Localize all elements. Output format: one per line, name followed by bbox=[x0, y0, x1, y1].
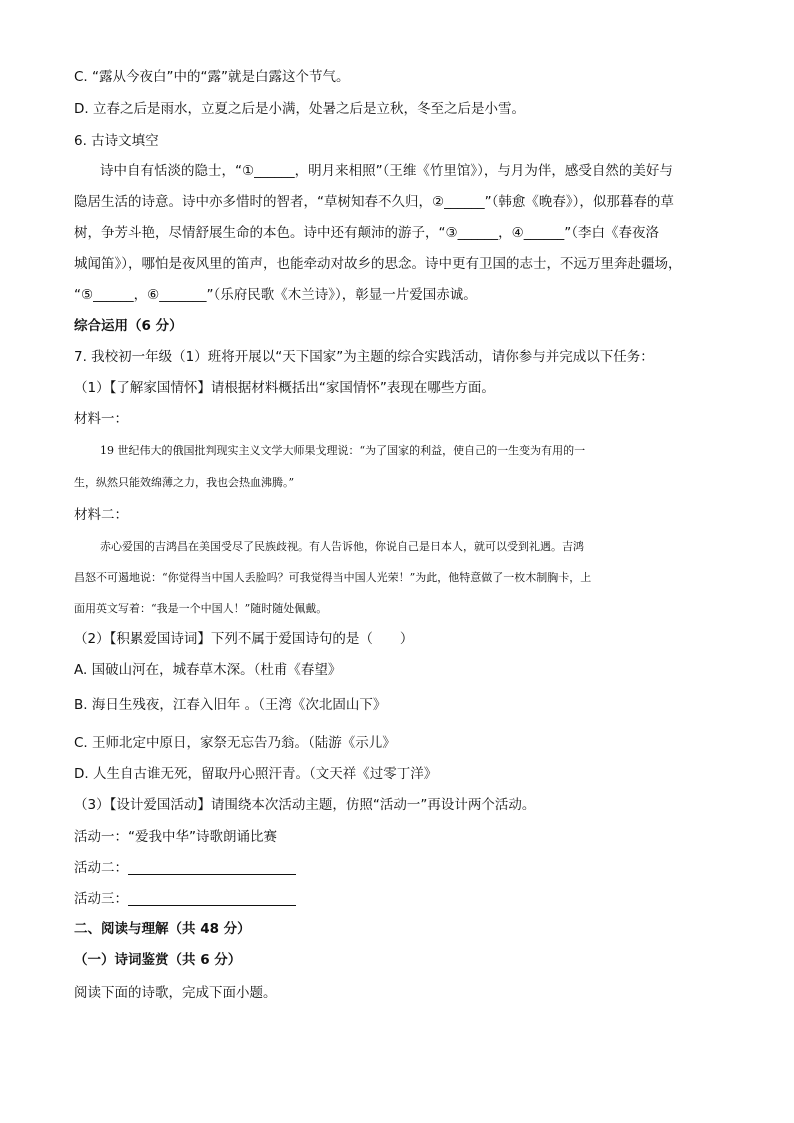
q7-task1: （1）【了解家国情怀】请根据材料概括出“家国情怀”表现在哪些方面。 bbox=[74, 380, 495, 396]
choice-option-c: C. 王师北定中原日，家祭无忘告乃翁。（陆游《示儿》 bbox=[74, 735, 396, 751]
material1-text: 19 世纪伟大的俄国批判现实主义文学大师果戈理说：“为了国家的利益，使自己的一生变为有用的一 bbox=[100, 444, 586, 457]
choice-option-d: D. 人生自古谁无死，留取丹心照汗青。（文天祥《过零丁洋》 bbox=[74, 766, 438, 782]
reading-prompt: 阅读下面的诗歌，完成下面小题。 bbox=[74, 985, 277, 1001]
material2-text: 面用英文写着：“我是一个中国人！”随时随处佩戴。 bbox=[74, 602, 328, 615]
choice-option-a: A. 国破山河在，城春草木深。（杜甫《春望》 bbox=[74, 662, 342, 678]
material2-label: 材料二： bbox=[74, 507, 128, 523]
q7-intro: 7. 我校初一年级（1）班将开展以“天下国家”为主题的综合实践活动，请你参与并完成以下任务： bbox=[74, 349, 654, 365]
q5-option-d: D. 立春之后是雨水，立夏之后是小满，处暑之后是立秋，冬至之后是小雪。 bbox=[74, 101, 525, 117]
material1-label: 材料一： bbox=[74, 411, 128, 427]
q6-passage-line: 隐居生活的诗意。诗中亦多惜时的智者，“草树知春不久归，②______”（韩愈《晚春》），似那暮春的草 bbox=[74, 194, 674, 210]
q6-title: 6. 古诗文填空 bbox=[74, 133, 159, 149]
subsection-heading: （一）诗词鉴赏（共 6 分） bbox=[74, 952, 242, 968]
q7-task3: （3）【设计爱国活动】请围绕本次活动主题，仿照“活动一”再设计两个活动。 bbox=[74, 797, 536, 813]
activity-3-label: 活动三： bbox=[74, 891, 128, 907]
activity-3-blank[interactable] bbox=[128, 890, 296, 906]
material1-text: 生，纵然只能效绵薄之力，我也会热血沸腾。” bbox=[74, 476, 295, 489]
q6-passage-line: 树，争芳斗艳，尽情舒展生命的本色。诗中还有颠沛的游子，“③______，④______”（李白《春夜洛 bbox=[74, 225, 659, 241]
activity-3 bbox=[74, 889, 296, 909]
activity-2-blank[interactable] bbox=[128, 859, 296, 875]
activity-2 bbox=[74, 858, 296, 878]
q6-passage-line: 诗中自有恬淡的隐士，“①______，明月来相照”（王维《竹里馆》），与月为伴，感受自然的美好与 bbox=[100, 163, 673, 179]
material2-text: 赤心爱国的吉鸿昌在美国受尽了民族歧视。有人告诉他，你说自己是日本人，就可以受到礼遇。吉鸿 bbox=[100, 540, 584, 553]
q6-passage-line: 城闻笛》），哪怕是夜风里的笛声，也能牵动对故乡的思念。诗中更有卫国的志士，不远万里奔赴疆场， bbox=[74, 256, 682, 272]
q6-passage-line: “⑤______，⑥_______”（乐府民歌《木兰诗》），彰显一片爱国赤诚。 bbox=[74, 287, 477, 303]
section-heading: 二、阅读与理解（共 48 分） bbox=[74, 921, 251, 937]
q7-task2: （2）【积累爱国诗词】下列不属于爱国诗句的是（ ） bbox=[74, 631, 414, 647]
activity-1: 活动一：“爱我中华”诗歌朗诵比赛 bbox=[74, 829, 277, 845]
material2-text: 昌怒不可遏地说：“你觉得当中国人丢脸吗？可我觉得当中国人光荣！”为此，他特意做了一枚木制胸卡，上 bbox=[74, 571, 592, 584]
activity-2-label: 活动二： bbox=[74, 860, 128, 876]
choice-option-b: B. 海日生残夜，江春入旧年 。（王湾《次北固山下》 bbox=[74, 697, 387, 713]
q5-option-c: C. “露从今夜白”中的“露”就是白露这个节气。 bbox=[74, 69, 350, 85]
section-heading: 综合运用（6 分） bbox=[74, 318, 183, 334]
